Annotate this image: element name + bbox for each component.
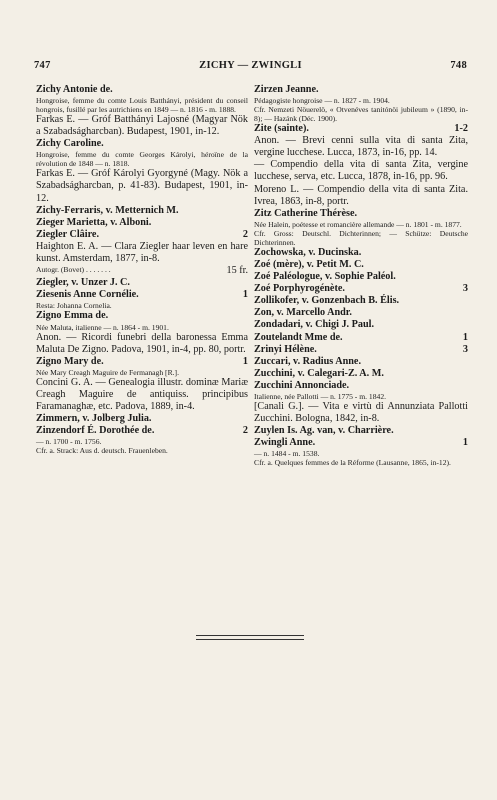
entry-name: Zoé Porphyrogénète. (254, 283, 345, 295)
entry-note: — n. 1484 - m. 1538. (254, 449, 320, 459)
entry-note: Hongroise, femme du comte Georges Károlyi, héroïne de la révolution de 1848 — n. 1818. (36, 150, 248, 169)
entry-heading: Zitz Catherine Thérèse. (254, 207, 358, 219)
running-header (34, 60, 467, 74)
entry-note: Née Mary Creagh Maguire de Fermanagh [R.]. (36, 367, 179, 377)
end-rule-top (196, 635, 304, 636)
entry-name: Ziegler Clâire. (36, 228, 99, 240)
entry-name: Autogr. (Bovet) . . . . . . . (36, 265, 111, 275)
entry-name: Zigno Mary de. (36, 355, 104, 367)
entry-heading (254, 437, 468, 449)
page-number-right: 748 (450, 60, 467, 71)
entry-count: 3 (462, 283, 468, 295)
entry-heading: Zieger Marietta, v. Alboni. (36, 216, 152, 228)
entry-heading (254, 332, 468, 344)
entry-count: 1 (242, 289, 248, 301)
entry-citation: Anon. — Brevi cenni sulla vita di santa Zita, vergine lucchese. Lucca, 1873, in-16, pp. 14. (254, 135, 468, 159)
entry-note: Pédagogiste hongroise — n. 1827 - m. 1904. (254, 96, 390, 106)
entry-citation: Moreno L. — Compendio della vita di santa Zita. Ivrea, 1863, in-8, portr. (254, 183, 468, 207)
entry-heading: Zon, v. Marcello Andr. (254, 307, 352, 319)
entry-heading (254, 344, 468, 356)
left-column (36, 84, 248, 455)
entry-note: Hongroise, femme du comte Louis Batthányi, président du conseil hongrois, fusillé par les autrichiens en 1849 — n. 1816 - m. 1888. (36, 96, 248, 115)
entry-citation: Concini G. A. — Genealogia illustr. dominæ Mariæ Creagh Maguire de antiquiss. principibus Faramanaghæ, etc. Padova, 1889, in-4. (36, 376, 248, 412)
entry-heading (36, 356, 248, 368)
entry-note: Cfr. Nemzeti Nöuerelö, « Otvenéves tanitónöi jubileum » (1890, in-8); — Hazánk (Déc. 1900). (254, 105, 468, 124)
entry-heading: Ziegler, v. Unzer J. C. (36, 277, 130, 289)
entry-heading (36, 289, 248, 301)
entry-name: Ziesenis Anne Cornélie. (36, 289, 139, 301)
entry-note: Cfr. a. Strack: Aus d. deutsch. Frauenleben. (36, 446, 168, 456)
entry-note: Italienne, née Pallotti — n. 1775 - m. 1842. (254, 391, 387, 401)
entry-name: Zinzendorf É. Dorothée de. (36, 425, 155, 437)
entry-name: Zoutelandt Mme de. (254, 331, 343, 343)
end-rule-bottom (196, 639, 304, 640)
entry-heading: Zochowska, v. Ducinska. (254, 246, 362, 258)
entry-heading: Zuylen Is. Ag. van, v. Charrière. (254, 425, 394, 437)
entry-heading (254, 123, 468, 135)
entry-note: Resta: Johanna Cornelia. (36, 301, 112, 311)
entry-count: 1 (462, 437, 468, 449)
entry-count: 1 (462, 331, 468, 343)
entry-heading (254, 283, 468, 295)
entry-heading: Zucchini Annonciade. (254, 379, 350, 391)
entry-heading: Zirzen Jeanne. (254, 84, 319, 95)
entry-note: Cfr. a. Quelques femmes de la Réforme (Lausanne, 1865, in-12). (254, 458, 451, 468)
entry-heading (36, 229, 248, 241)
entry-heading: Zollikofer, v. Gonzenbach B. Élis. (254, 295, 400, 307)
entry-heading: Zondadari, v. Chigi J. Paul. (254, 319, 375, 331)
entry-heading: Zichy Caroline. (36, 138, 104, 150)
entry-name: Zrinyi Hélène. (254, 343, 317, 355)
entry-citation: [Canali G.]. — Vita e virtù di Annunziata Pallotti Zucchini. Bologna, 1842, in-8. (254, 400, 468, 425)
entry-note: Cfr. Gross: Deutschl. Dichterinnen; — Schütze: Deutsche Dichterinnen. (254, 228, 468, 247)
entry-name: Zwingli Anne. (254, 437, 316, 449)
page-number-left: 747 (34, 60, 51, 71)
entry-citation: Farkas E. — Gróf Batthányi Lajosné (Magyar Nök a Szabadságharcban). Budapest, 1901, in-12. (36, 114, 248, 138)
entry-heading: Zichy-Ferraris, v. Metternich M. (36, 204, 179, 216)
entry-heading (36, 425, 248, 437)
entry-citation: Anon. — Ricordi funebri della baronessa Emma Maluta De Zigno. Padova, 1901, in-4, pp. 80, portr. (36, 331, 248, 355)
entry-heading: Zoé (mère), v. Petit M. C. (254, 258, 364, 270)
entry-count: 2 (242, 228, 248, 240)
entry-heading: Zichy Antonie de. (36, 84, 113, 95)
right-column (254, 84, 468, 467)
entry-heading: Zigno Emma de. (36, 310, 109, 322)
entry-count: 2 (242, 425, 248, 437)
entry-note: Née Halein, poétesse et romancière allemande — n. 1801 - m. 1877. (254, 219, 462, 229)
entry-line (36, 265, 248, 277)
entry-citation: — Compendio della vita di santa Zita, vergine lucchese, serva, etc. Lucca, 1878, in-16, pp. 96. (254, 159, 468, 183)
entry-note: — n. 1700 - m. 1756. (36, 437, 102, 447)
entry-count: 1 (242, 355, 248, 367)
entry-count: 3 (462, 343, 468, 355)
entry-citation: Farkas E. — Gróf Károlyi Gyorgyné (Magy. Nök a Szabadságharcban, p. 41-83). Budapest, 1901, in-12. (36, 168, 248, 204)
entry-count: 15 fr. (226, 265, 248, 277)
entry-heading: Zucchini, v. Calegari-Z. A. M. (254, 367, 384, 379)
entry-count: 1-2 (454, 123, 468, 135)
entry-heading: Zuccari, v. Radius Anne. (254, 355, 361, 367)
entry-citation: Haighton E. A. — Clara Ziegler haar leven en hare kunst. Amsterdam, 1877, in-8. (36, 240, 248, 265)
running-title: ZICHY — ZWINGLI (199, 60, 302, 71)
entry-heading: Zimmern, v. Jolberg Julia. (36, 413, 152, 425)
entry-name: Zite (sainte). (254, 123, 309, 135)
entry-heading: Zoé Paléologue, v. Sophie Paléol. (254, 271, 396, 283)
entry-note: Née Maluta, italienne — n. 1864 - m. 1901. (36, 322, 169, 332)
